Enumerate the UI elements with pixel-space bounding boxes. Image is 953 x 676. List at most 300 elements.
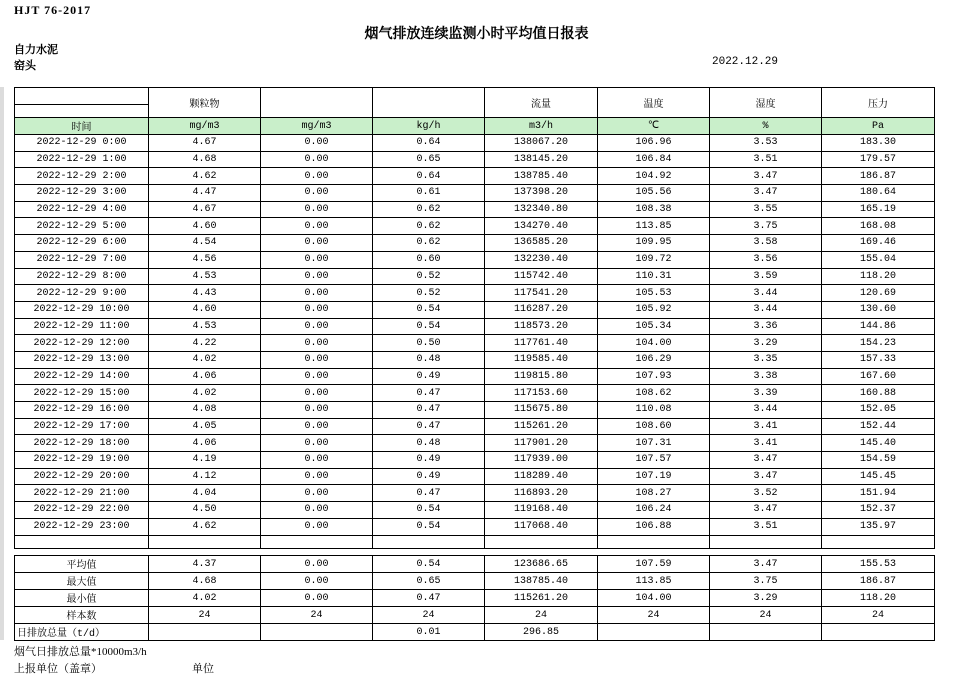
pollutant-header-cell: 流量 xyxy=(485,88,598,118)
value-cell: 4.56 xyxy=(149,251,261,268)
value-cell: 117541.20 xyxy=(485,285,598,302)
value-cell: 4.62 xyxy=(149,168,261,185)
value-cell: 4.68 xyxy=(149,151,261,168)
value-cell: 0.00 xyxy=(261,385,373,402)
value-cell: 4.47 xyxy=(149,185,261,202)
value-cell: 117901.20 xyxy=(485,435,598,452)
summary-value-cell xyxy=(598,624,710,641)
value-cell: 0.62 xyxy=(373,201,485,218)
summary-row xyxy=(15,556,935,573)
summary-value-cell: 115261.20 xyxy=(485,590,598,607)
time-cell: 2022-12-29 15:00 xyxy=(15,385,149,402)
value-cell: 0.00 xyxy=(261,335,373,352)
data-row xyxy=(15,402,935,419)
value-cell: 3.35 xyxy=(710,351,822,368)
value-cell: 110.08 xyxy=(598,402,710,419)
pollutant-header-cell: 颗粒物 xyxy=(149,88,261,118)
value-cell: 108.62 xyxy=(598,385,710,402)
value-cell: 108.27 xyxy=(598,485,710,502)
unit-header-cell: % xyxy=(710,118,822,135)
value-cell: 0.62 xyxy=(373,218,485,235)
value-cell: 119585.40 xyxy=(485,351,598,368)
value-cell: 145.45 xyxy=(822,468,935,485)
value-cell: 116287.20 xyxy=(485,301,598,318)
report-date: 2022.12.29 xyxy=(712,56,779,68)
time-cell: 2022-12-29 8:00 xyxy=(15,268,149,285)
value-cell: 4.06 xyxy=(149,435,261,452)
value-cell: 3.47 xyxy=(710,168,822,185)
value-cell: 3.47 xyxy=(710,468,822,485)
value-cell: 0.50 xyxy=(373,335,485,352)
blank-row xyxy=(15,535,935,548)
value-cell: 106.84 xyxy=(598,151,710,168)
value-cell: 0.49 xyxy=(373,368,485,385)
summary-value-cell xyxy=(710,624,822,641)
blank-cell xyxy=(710,535,822,548)
value-cell: 107.93 xyxy=(598,368,710,385)
value-cell: 180.64 xyxy=(822,185,935,202)
value-cell: 3.44 xyxy=(710,285,822,302)
value-cell: 3.56 xyxy=(710,251,822,268)
summary-value-cell: 24 xyxy=(261,607,373,624)
station-name: 窑头 xyxy=(14,59,36,72)
time-cell: 2022-12-29 0:00 xyxy=(15,135,149,152)
report-title: 烟气排放连续监测小时平均值日报表 xyxy=(364,26,589,42)
value-cell: 3.51 xyxy=(710,518,822,535)
time-cell: 2022-12-29 5:00 xyxy=(15,218,149,235)
summary-value-cell: 0.00 xyxy=(261,590,373,607)
value-cell: 0.54 xyxy=(373,502,485,519)
summary-value-cell: 0.00 xyxy=(261,573,373,590)
value-cell: 138145.20 xyxy=(485,151,598,168)
value-cell: 115742.40 xyxy=(485,268,598,285)
value-cell: 0.54 xyxy=(373,301,485,318)
value-cell: 3.58 xyxy=(710,235,822,252)
value-cell: 0.00 xyxy=(261,251,373,268)
summary-value-cell: 186.87 xyxy=(822,573,935,590)
value-cell: 4.02 xyxy=(149,385,261,402)
value-cell: 0.00 xyxy=(261,452,373,469)
header-row-pollutants xyxy=(15,88,935,105)
summary-row xyxy=(15,590,935,607)
summary-row xyxy=(15,573,935,590)
value-cell: 3.52 xyxy=(710,485,822,502)
summary-value-cell: 24 xyxy=(149,607,261,624)
time-cell: 2022-12-29 16:00 xyxy=(15,402,149,419)
value-cell: 0.62 xyxy=(373,235,485,252)
value-cell: 104.00 xyxy=(598,335,710,352)
time-cell: 2022-12-29 23:00 xyxy=(15,518,149,535)
data-row xyxy=(15,468,935,485)
time-cell: 2022-12-29 3:00 xyxy=(15,185,149,202)
value-cell: 4.62 xyxy=(149,518,261,535)
value-cell: 4.02 xyxy=(149,351,261,368)
value-cell: 0.00 xyxy=(261,502,373,519)
value-cell: 0.00 xyxy=(261,368,373,385)
value-cell: 116893.20 xyxy=(485,485,598,502)
unit-header-cell: mg/m3 xyxy=(261,118,373,135)
data-row xyxy=(15,235,935,252)
value-cell: 160.88 xyxy=(822,385,935,402)
data-row xyxy=(15,452,935,469)
value-cell: 3.44 xyxy=(710,301,822,318)
value-cell: 4.43 xyxy=(149,285,261,302)
value-cell: 0.00 xyxy=(261,485,373,502)
value-cell: 3.29 xyxy=(710,335,822,352)
value-cell: 106.24 xyxy=(598,502,710,519)
value-cell: 0.00 xyxy=(261,285,373,302)
value-cell: 4.08 xyxy=(149,402,261,419)
blank-cell xyxy=(822,535,935,548)
data-row xyxy=(15,168,935,185)
value-cell: 132230.40 xyxy=(485,251,598,268)
report-unit-label: 上报单位（盖章） xyxy=(14,663,102,675)
summary-value-cell: 296.85 xyxy=(485,624,598,641)
value-cell: 109.72 xyxy=(598,251,710,268)
value-cell: 4.67 xyxy=(149,201,261,218)
pollutant-header-cell: 温度 xyxy=(598,88,710,118)
unit-header-cell: m3/h xyxy=(485,118,598,135)
value-cell: 115261.20 xyxy=(485,418,598,435)
blank-cell xyxy=(15,535,149,548)
value-cell: 117068.40 xyxy=(485,518,598,535)
summary-label-cell: 日排放总量（t/d） xyxy=(15,624,149,641)
value-cell: 108.60 xyxy=(598,418,710,435)
value-cell: 3.55 xyxy=(710,201,822,218)
time-cell: 2022-12-29 22:00 xyxy=(15,502,149,519)
value-cell: 183.30 xyxy=(822,135,935,152)
blank-cell xyxy=(149,535,261,548)
time-cell: 2022-12-29 9:00 xyxy=(15,285,149,302)
value-cell: 186.87 xyxy=(822,168,935,185)
value-cell: 0.00 xyxy=(261,268,373,285)
summary-value-cell: 107.59 xyxy=(598,556,710,573)
hourly-data-table xyxy=(14,87,935,549)
time-cell: 2022-12-29 2:00 xyxy=(15,168,149,185)
value-cell: 110.31 xyxy=(598,268,710,285)
value-cell: 0.48 xyxy=(373,351,485,368)
value-cell: 0.00 xyxy=(261,468,373,485)
value-cell: 3.53 xyxy=(710,135,822,152)
unit-header-cell: kg/h xyxy=(373,118,485,135)
value-cell: 3.41 xyxy=(710,435,822,452)
value-cell: 117153.60 xyxy=(485,385,598,402)
value-cell: 115675.80 xyxy=(485,402,598,419)
value-cell: 105.92 xyxy=(598,301,710,318)
summary-value-cell: 118.20 xyxy=(822,590,935,607)
summary-label-cell: 平均值 xyxy=(15,556,149,573)
value-cell: 106.29 xyxy=(598,351,710,368)
value-cell: 107.19 xyxy=(598,468,710,485)
value-cell: 0.00 xyxy=(261,201,373,218)
pollutant-header-cell xyxy=(261,88,373,118)
value-cell: 0.47 xyxy=(373,402,485,419)
value-cell: 0.00 xyxy=(261,518,373,535)
value-cell: 167.60 xyxy=(822,368,935,385)
data-row xyxy=(15,351,935,368)
time-cell: 2022-12-29 11:00 xyxy=(15,318,149,335)
value-cell: 0.64 xyxy=(373,135,485,152)
value-cell: 4.60 xyxy=(149,301,261,318)
value-cell: 0.00 xyxy=(261,435,373,452)
time-cell: 2022-12-29 6:00 xyxy=(15,235,149,252)
value-cell: 119815.80 xyxy=(485,368,598,385)
pollutant-header-cell xyxy=(373,88,485,118)
summary-table xyxy=(14,555,935,641)
value-cell: 0.00 xyxy=(261,402,373,419)
summary-value-cell: 0.01 xyxy=(373,624,485,641)
header-blank-cell xyxy=(15,105,149,118)
header-blank-cell xyxy=(15,88,149,105)
data-row xyxy=(15,502,935,519)
value-cell: 157.33 xyxy=(822,351,935,368)
summary-value-cell: 24 xyxy=(710,607,822,624)
value-cell: 0.49 xyxy=(373,468,485,485)
value-cell: 4.53 xyxy=(149,318,261,335)
value-cell: 4.53 xyxy=(149,268,261,285)
value-cell: 3.47 xyxy=(710,185,822,202)
value-cell: 105.56 xyxy=(598,185,710,202)
summary-value-cell: 4.02 xyxy=(149,590,261,607)
value-cell: 0.64 xyxy=(373,168,485,185)
value-cell: 4.19 xyxy=(149,452,261,469)
time-cell: 2022-12-29 21:00 xyxy=(15,485,149,502)
summary-value-cell: 138785.40 xyxy=(485,573,598,590)
value-cell: 135.97 xyxy=(822,518,935,535)
summary-value-cell xyxy=(149,624,261,641)
data-row xyxy=(15,435,935,452)
value-cell: 0.00 xyxy=(261,135,373,152)
value-cell: 106.88 xyxy=(598,518,710,535)
value-cell: 4.06 xyxy=(149,368,261,385)
summary-value-cell: 4.37 xyxy=(149,556,261,573)
value-cell: 4.04 xyxy=(149,485,261,502)
summary-value-cell: 155.53 xyxy=(822,556,935,573)
summary-value-cell: 113.85 xyxy=(598,573,710,590)
time-cell: 2022-12-29 1:00 xyxy=(15,151,149,168)
summary-value-cell: 104.00 xyxy=(598,590,710,607)
summary-label-cell: 最大值 xyxy=(15,573,149,590)
summary-value-cell: 24 xyxy=(373,607,485,624)
value-cell: 3.47 xyxy=(710,502,822,519)
data-row xyxy=(15,185,935,202)
value-cell: 152.05 xyxy=(822,402,935,419)
data-row xyxy=(15,151,935,168)
time-cell: 2022-12-29 19:00 xyxy=(15,452,149,469)
pollutant-header-cell: 压力 xyxy=(822,88,935,118)
summary-value-cell xyxy=(261,624,373,641)
summary-value-cell: 0.47 xyxy=(373,590,485,607)
value-cell: 4.12 xyxy=(149,468,261,485)
blank-cell xyxy=(261,535,373,548)
value-cell: 138785.40 xyxy=(485,168,598,185)
value-cell: 0.00 xyxy=(261,418,373,435)
value-cell: 0.48 xyxy=(373,435,485,452)
value-cell: 155.04 xyxy=(822,251,935,268)
value-cell: 113.85 xyxy=(598,218,710,235)
blank-cell xyxy=(373,535,485,548)
value-cell: 4.22 xyxy=(149,335,261,352)
unit-header-cell: mg/m3 xyxy=(149,118,261,135)
value-cell: 0.00 xyxy=(261,301,373,318)
value-cell: 3.51 xyxy=(710,151,822,168)
data-row xyxy=(15,418,935,435)
unit-label: 单位 xyxy=(192,663,214,675)
value-cell: 0.65 xyxy=(373,151,485,168)
time-cell: 2022-12-29 4:00 xyxy=(15,201,149,218)
value-cell: 169.46 xyxy=(822,235,935,252)
data-row xyxy=(15,368,935,385)
value-cell: 154.23 xyxy=(822,335,935,352)
blank-cell xyxy=(485,535,598,548)
time-cell: 2022-12-29 17:00 xyxy=(15,418,149,435)
value-cell: 0.61 xyxy=(373,185,485,202)
summary-row xyxy=(15,607,935,624)
summary-row xyxy=(15,624,935,641)
value-cell: 4.67 xyxy=(149,135,261,152)
value-cell: 145.40 xyxy=(822,435,935,452)
value-cell: 4.50 xyxy=(149,502,261,519)
data-row xyxy=(15,251,935,268)
pollutant-header-cell: 湿度 xyxy=(710,88,822,118)
time-cell: 2022-12-29 18:00 xyxy=(15,435,149,452)
summary-value-cell: 3.75 xyxy=(710,573,822,590)
footer-note: 烟气日排放总量*10000m3/h xyxy=(14,646,147,658)
data-row xyxy=(15,518,935,535)
value-cell: 3.38 xyxy=(710,368,822,385)
value-cell: 4.60 xyxy=(149,218,261,235)
value-cell: 144.86 xyxy=(822,318,935,335)
value-cell: 108.38 xyxy=(598,201,710,218)
value-cell: 165.19 xyxy=(822,201,935,218)
value-cell: 0.49 xyxy=(373,452,485,469)
value-cell: 118.20 xyxy=(822,268,935,285)
value-cell: 152.44 xyxy=(822,418,935,435)
value-cell: 107.57 xyxy=(598,452,710,469)
summary-label-cell: 最小值 xyxy=(15,590,149,607)
value-cell: 119168.40 xyxy=(485,502,598,519)
value-cell: 106.96 xyxy=(598,135,710,152)
data-row xyxy=(15,485,935,502)
unit-header-cell: Pa xyxy=(822,118,935,135)
value-cell: 118573.20 xyxy=(485,318,598,335)
value-cell: 118289.40 xyxy=(485,468,598,485)
value-cell: 0.52 xyxy=(373,285,485,302)
value-cell: 0.47 xyxy=(373,418,485,435)
summary-value-cell: 123686.65 xyxy=(485,556,598,573)
summary-value-cell: 0.54 xyxy=(373,556,485,573)
data-row xyxy=(15,135,935,152)
value-cell: 0.00 xyxy=(261,218,373,235)
value-cell: 0.52 xyxy=(373,268,485,285)
value-cell: 151.94 xyxy=(822,485,935,502)
value-cell: 154.59 xyxy=(822,452,935,469)
value-cell: 0.47 xyxy=(373,485,485,502)
unit-header-cell: ℃ xyxy=(598,118,710,135)
value-cell: 3.47 xyxy=(710,452,822,469)
data-row xyxy=(15,218,935,235)
value-cell: 4.54 xyxy=(149,235,261,252)
data-row xyxy=(15,285,935,302)
value-cell: 3.39 xyxy=(710,385,822,402)
time-cell: 2022-12-29 7:00 xyxy=(15,251,149,268)
page-edge-strip xyxy=(0,87,4,640)
data-row xyxy=(15,318,935,335)
summary-value-cell xyxy=(822,624,935,641)
value-cell: 3.59 xyxy=(710,268,822,285)
value-cell: 0.60 xyxy=(373,251,485,268)
data-row xyxy=(15,385,935,402)
data-row xyxy=(15,301,935,318)
value-cell: 0.00 xyxy=(261,318,373,335)
value-cell: 0.54 xyxy=(373,518,485,535)
company-name: 自力水泥 xyxy=(14,43,58,56)
value-cell: 179.57 xyxy=(822,151,935,168)
value-cell: 0.00 xyxy=(261,151,373,168)
value-cell: 3.75 xyxy=(710,218,822,235)
summary-value-cell: 3.29 xyxy=(710,590,822,607)
time-cell: 2022-12-29 12:00 xyxy=(15,335,149,352)
value-cell: 134270.40 xyxy=(485,218,598,235)
value-cell: 117761.40 xyxy=(485,335,598,352)
time-cell: 2022-12-29 20:00 xyxy=(15,468,149,485)
value-cell: 4.05 xyxy=(149,418,261,435)
unit-header-row xyxy=(15,118,935,135)
value-cell: 0.00 xyxy=(261,351,373,368)
value-cell: 109.95 xyxy=(598,235,710,252)
summary-value-cell: 0.00 xyxy=(261,556,373,573)
summary-value-cell: 0.65 xyxy=(373,573,485,590)
value-cell: 104.92 xyxy=(598,168,710,185)
time-cell: 2022-12-29 10:00 xyxy=(15,301,149,318)
time-cell: 2022-12-29 14:00 xyxy=(15,368,149,385)
value-cell: 0.00 xyxy=(261,185,373,202)
value-cell: 152.37 xyxy=(822,502,935,519)
value-cell: 117939.00 xyxy=(485,452,598,469)
summary-value-cell: 4.68 xyxy=(149,573,261,590)
value-cell: 168.08 xyxy=(822,218,935,235)
value-cell: 3.41 xyxy=(710,418,822,435)
value-cell: 0.54 xyxy=(373,318,485,335)
value-cell: 130.60 xyxy=(822,301,935,318)
value-cell: 105.53 xyxy=(598,285,710,302)
value-cell: 137398.20 xyxy=(485,185,598,202)
standard-code: HJT 76-2017 xyxy=(14,3,92,17)
value-cell: 138067.20 xyxy=(485,135,598,152)
summary-value-cell: 24 xyxy=(822,607,935,624)
summary-label-cell: 样本数 xyxy=(15,607,149,624)
summary-value-cell: 24 xyxy=(485,607,598,624)
data-row xyxy=(15,268,935,285)
value-cell: 0.00 xyxy=(261,235,373,252)
value-cell: 136585.20 xyxy=(485,235,598,252)
data-row xyxy=(15,201,935,218)
value-cell: 120.69 xyxy=(822,285,935,302)
value-cell: 3.44 xyxy=(710,402,822,419)
value-cell: 3.36 xyxy=(710,318,822,335)
summary-value-cell: 3.47 xyxy=(710,556,822,573)
value-cell: 132340.80 xyxy=(485,201,598,218)
unit-header-cell: 时间 xyxy=(15,118,149,135)
value-cell: 0.00 xyxy=(261,168,373,185)
value-cell: 0.47 xyxy=(373,385,485,402)
time-cell: 2022-12-29 13:00 xyxy=(15,351,149,368)
value-cell: 107.31 xyxy=(598,435,710,452)
summary-value-cell: 24 xyxy=(598,607,710,624)
value-cell: 105.34 xyxy=(598,318,710,335)
blank-cell xyxy=(598,535,710,548)
data-row xyxy=(15,335,935,352)
